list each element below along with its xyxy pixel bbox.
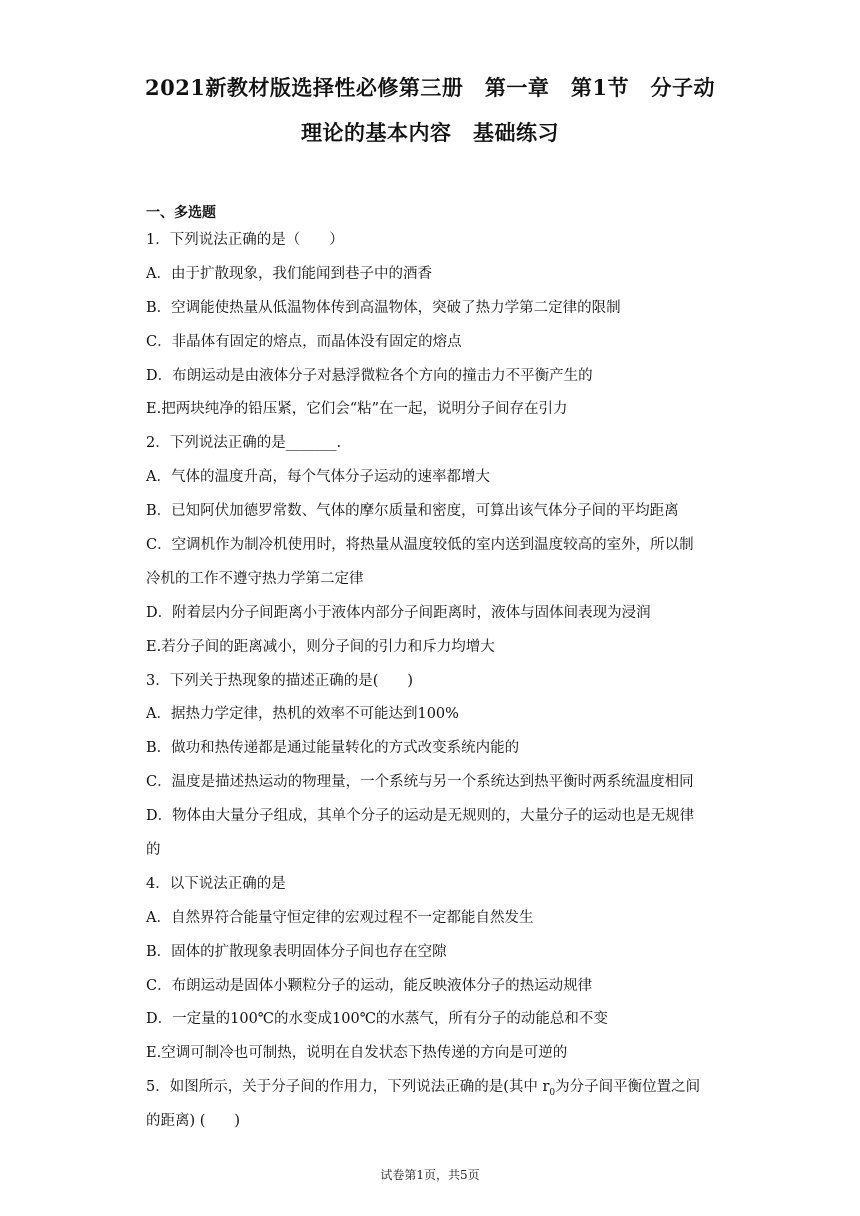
option-line: B．固体的扩散现象表明固体分子间也存在空隙 [146,943,447,960]
question-line: 3．下列关于热现象的描述正确的是( ) [146,672,414,689]
option-line-continued: 的 [146,842,161,859]
page-footer: 试卷第1页，共5页 [380,1168,480,1182]
option-line: D．附着层内分子间距离小于液体内部分子间距离时，液体与固体间表现为浸润 [146,604,651,621]
option-line-continued: 冷机的工作不遵守热力学第二定律 [146,570,364,587]
question-body [146,228,724,1143]
option-line: B．空调能使热量从低温物体传到高温物体，突破了热力学第二定律的限制 [146,299,621,316]
option-line: A．由于扩散现象，我们能闻到巷子中的酒香 [146,265,432,282]
section-heading: 一、多选题 [146,205,216,221]
question5-text-part1: 5．如图所示，关于分子间的作用力，下列说法正确的是(其中 r [146,1079,550,1096]
question-line: 2．下列说法正确的是_______. [146,435,342,452]
option-line: A．据热力学定律，热机的效率不可能达到100% [146,706,459,723]
option-line: C．非晶体有固定的熔点，而晶体没有固定的熔点 [146,333,462,350]
r0-subscript: 0 [549,1088,556,1099]
option-line-continued: 的距离) ( ) [146,1113,241,1130]
option-line: C．布朗运动是固体小颗粒分子的运动，能反映液体分子的热运动规律 [146,977,593,994]
option-line: D．一定量的100℃的水变成100℃的水蒸气，所有分子的动能总和不变 [146,1011,608,1028]
option-line: B．做功和热传递都是通过能量转化的方式改变系统内能的 [146,740,520,757]
option-line: E.若分子间的距离减小，则分子间的引力和斥力均增大 [146,638,495,655]
document-title-line1: 2021新教材版选择性必修第三册 第一章 第1节 分子动 [144,75,716,100]
question5-text-part2: 为分子间平衡位置之间 [555,1079,701,1096]
option-line: D．物体由大量分子组成，其单个分子的运动是无规则的，大量分子的运动也是无规律 [146,808,695,825]
option-line: E.把两块纯净的铅压紧，它们会“粘”在一起，说明分子间存在引力 [146,401,568,418]
question-line: 4．以下说法正确的是 [146,875,286,892]
option-line: D．布朗运动是由液体分子对悬浮微粒各个方向的撞击力不平衡产生的 [146,367,593,384]
option-line: B．已知阿伏加德罗常数、气体的摩尔质量和密度，可算出该气体分子间的平均距离 [146,503,679,520]
document-title-line2: 理论的基本内容 基础练习 [301,120,559,145]
question-line [146,1075,724,1109]
question-line: 1．下列说法正确的是（ ） [146,232,344,248]
option-line: A．自然界符合能量守恒定律的宏观过程不一定都能自然发生 [146,909,534,926]
option-line: C．温度是描述热运动的物理量，一个系统与另一个系统达到热平衡时两系统温度相同 [146,774,694,791]
option-line: E.空调可制冷也可制热，说明在自发状态下热传递的方向是可逆的 [146,1045,568,1062]
option-line: A．气体的温度升高，每个气体分子运动的速率都增大 [146,469,490,486]
option-line: C．空调机作为制冷机使用时，将热量从温度较低的室内送到温度较高的室外，所以制 [146,537,694,554]
